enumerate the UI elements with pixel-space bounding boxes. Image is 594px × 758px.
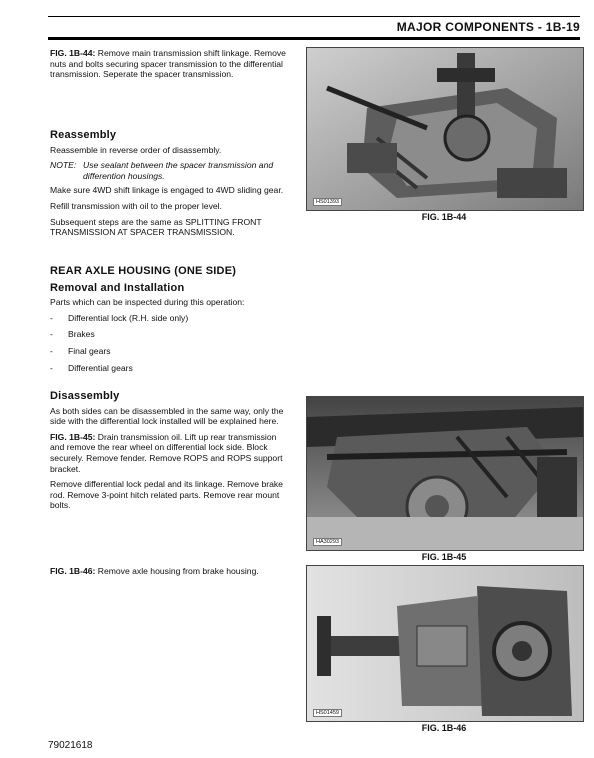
reassembly-p1: Reassemble in reverse order of disassembly. — [50, 144, 222, 155]
note-text: Use sealant between the spacer transmission and differention housings. — [83, 160, 274, 181]
document-number: 79021618 — [48, 740, 93, 751]
rear-axle-section — [50, 266, 286, 379]
fig46-photo — [306, 565, 584, 722]
parts-intro: Parts which can be inspected during this operation: — [50, 297, 245, 308]
reassembly-p2: Make sure 4WD shift linkage is engaged to 4WD sliding gear. — [50, 185, 284, 196]
fig46-code: HS01459 — [313, 709, 342, 717]
fig44-photo — [306, 47, 584, 211]
list-item: - Differential gears — [50, 362, 133, 373]
disassembly-heading: Disassembly — [50, 390, 120, 402]
fig45-caption: FIG. 1B-45 — [421, 552, 467, 562]
rear-axle-heading: REAR AXLE HOUSING (ONE SIDE) — [50, 265, 237, 277]
reassembly-note — [50, 160, 286, 181]
fig45-text: Drain transmission oil. Lift up rear transmission and remove the rear wheel on differential lock side. Block securely. Remove fender. Remove ROPS and ROPS support bracket. — [50, 431, 283, 474]
fig45-photo — [306, 396, 584, 551]
fig46-label: FIG. 1B-46: — [50, 566, 96, 576]
fig44-paragraph — [50, 48, 286, 85]
fig44-text: Remove main transmission shift linkage. Remove nuts and bolts securing spacer transmission to the differential transmission. Seperate the spacer transmission. — [50, 48, 286, 80]
fig44-label: FIG. 1B-44: — [50, 48, 96, 58]
list-item: - Brakes — [50, 329, 95, 340]
fig45-label: FIG. 1B-45: — [50, 431, 96, 442]
reassembly-p4: Subsequent steps are the same as SPLITTING FRONT TRANSMISSION AT SPACER TRANSMISSION. — [50, 216, 262, 238]
parts-list — [50, 313, 286, 373]
removal-heading: Removal and Installation — [50, 281, 185, 294]
reassembly-section — [50, 130, 286, 243]
list-item: - Final gears — [50, 345, 111, 356]
fig44-caption: FIG. 1B-44 — [421, 212, 467, 222]
note-label: NOTE: — [50, 160, 77, 171]
fig46-caption: FIG. 1B-46 — [421, 723, 467, 733]
list-item: - Differential lock (R.H. side only) — [50, 312, 189, 323]
fig46-paragraph — [50, 566, 286, 582]
fig46-text: Remove axle housing from brake housing. — [95, 566, 259, 576]
disassembly-p3: Remove differential lock pedal and its linkage. Remove brake rod. Remove 3-point hitch related parts. Remove rear mount bolts. — [50, 479, 283, 511]
reassembly-p3: Refill transmission with oil to the proper level. — [50, 200, 222, 211]
reassembly-heading: Reassembly — [50, 129, 117, 141]
page-header — [48, 16, 580, 40]
page-title: MAJOR COMPONENTS - 1B-19 — [396, 20, 580, 34]
fig44-code: HS01393 — [313, 198, 342, 206]
disassembly-section — [50, 391, 286, 516]
disassembly-p1: As both sides can be disassembled in the same way, only the side with the differential lock installed will be explained here. — [50, 405, 284, 427]
fig45-code: HA30293 — [313, 538, 342, 546]
